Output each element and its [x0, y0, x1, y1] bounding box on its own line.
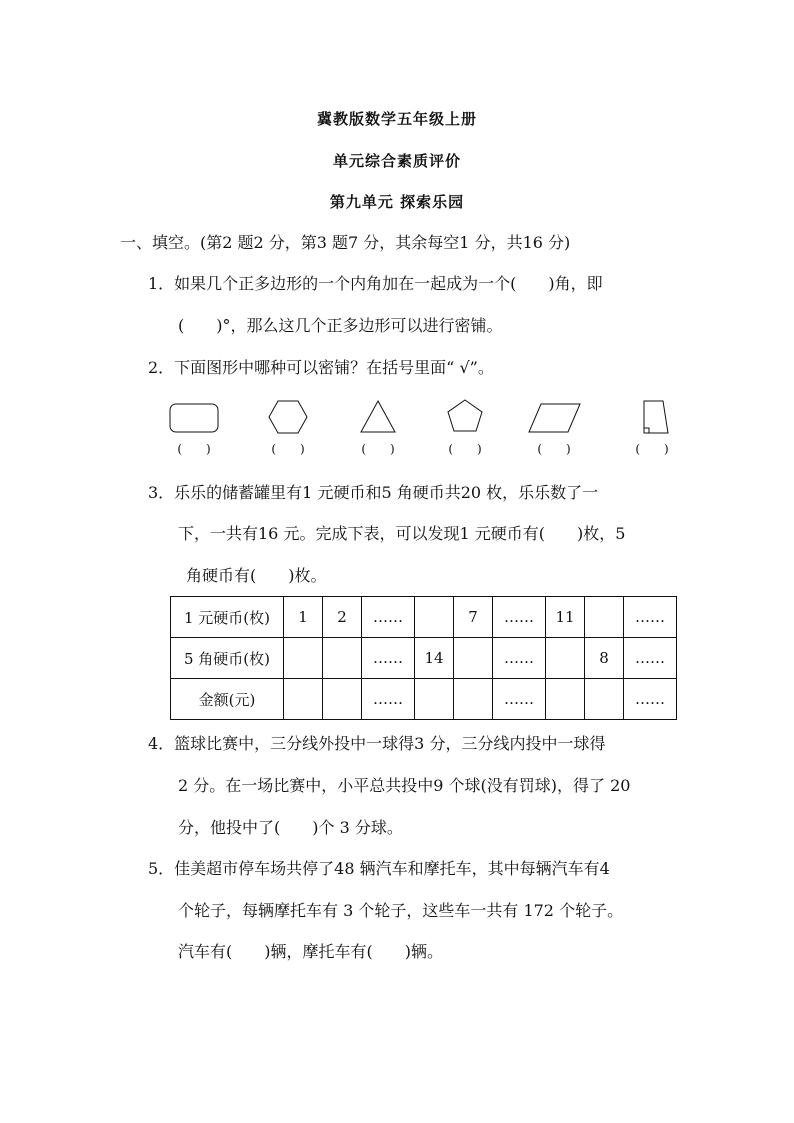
question-5-line-2: 个轮子，每辆摩托车有 3 个轮子，这些车一共有 172 个轮子。 [178, 901, 624, 920]
right-trapezoid-icon [622, 396, 682, 436]
answer-paren-1[interactable]: ( ) [177, 442, 211, 456]
table-cell: …… [362, 597, 415, 638]
table-cell: …… [493, 679, 546, 720]
question-2-line-1: 2．下面图形中哪种可以密铺？在括号里面“ √”。 [148, 358, 494, 377]
table-cell[interactable]: 1 [284, 597, 323, 638]
table-cell[interactable] [585, 679, 624, 720]
table-cell: …… [624, 679, 677, 720]
table-cell: …… [362, 679, 415, 720]
table-cell[interactable] [454, 679, 493, 720]
document-subtitle: 单元综合素质评价 [332, 152, 461, 170]
hexagon-icon [258, 396, 318, 436]
row-header: 金额(元) [171, 679, 284, 720]
shape-options [160, 396, 700, 456]
shape-option-6 [612, 396, 692, 456]
table-cell[interactable] [415, 597, 454, 638]
question-4-line-3: 分，他投中了( )个 3 分球。 [178, 818, 403, 837]
parallelogram-icon [524, 396, 584, 436]
table-row [171, 679, 677, 720]
table-cell: …… [624, 597, 677, 638]
table-cell: …… [493, 597, 546, 638]
table-cell[interactable]: 11 [546, 597, 585, 638]
table-cell[interactable] [323, 679, 362, 720]
table-cell[interactable] [284, 638, 323, 679]
question-1-line-2: ( )°，那么这几个正多边形可以进行密铺。 [178, 316, 503, 335]
question-1-line-1: 1．如果几个正多边形的一个内角加在一起成为一个( )角，即 [148, 274, 603, 293]
table-cell[interactable] [415, 679, 454, 720]
coin-table [170, 596, 677, 720]
table-cell[interactable] [323, 638, 362, 679]
rounded-rectangle-icon [164, 396, 224, 436]
table-row [171, 638, 677, 679]
shape-option-5 [514, 396, 594, 456]
table-row [171, 597, 677, 638]
table-cell[interactable] [454, 638, 493, 679]
table-cell: …… [624, 638, 677, 679]
table-cell[interactable] [546, 638, 585, 679]
answer-paren-6[interactable]: ( ) [635, 442, 669, 456]
unit-title: 第九单元 探索乐园 [329, 193, 465, 211]
pentagon-icon [435, 396, 495, 436]
triangle-icon [348, 396, 408, 436]
question-3-line-1: 3．乐乐的储蓄罐里有1 元硬币和5 角硬币共20 枚，乐乐数了一 [148, 483, 599, 502]
answer-paren-4[interactable]: ( ) [448, 442, 482, 456]
question-3-line-3: 角硬币有( )枚。 [186, 566, 327, 585]
shape-option-2 [248, 396, 328, 456]
shape-option-1 [154, 396, 234, 456]
table-cell[interactable] [284, 679, 323, 720]
row-header: 5 角硬币(枚) [171, 638, 284, 679]
row-header: 1 元硬币(枚) [171, 597, 284, 638]
answer-paren-5[interactable]: ( ) [537, 442, 571, 456]
question-4-line-2: 2 分。在一场比赛中，小平总共投中9 个球(没有罚球)，得了 20 [178, 776, 631, 795]
question-4-line-1: 4．篮球比赛中，三分线外投中一球得3 分，三分线内投中一球得 [148, 734, 606, 753]
table-cell: …… [362, 638, 415, 679]
table-cell[interactable]: 7 [454, 597, 493, 638]
table-cell[interactable] [585, 597, 624, 638]
section-heading: 一、填空。(第2 题2 分，第3 题7 分，其余每空1 分，共16 分) [120, 233, 571, 252]
shape-option-4 [425, 396, 505, 456]
question-5-line-3: 汽车有( )辆，摩托车有( )辆。 [178, 942, 443, 961]
table-cell[interactable]: 2 [323, 597, 362, 638]
answer-paren-2[interactable]: ( ) [271, 442, 305, 456]
table-cell[interactable] [546, 679, 585, 720]
shape-option-3 [338, 396, 418, 456]
question-5-line-1: 5．佳美超市停车场共停了48 辆汽车和摩托车，其中每辆汽车有4 [148, 859, 610, 878]
document-title: 冀教版数学五年级上册 [316, 110, 477, 128]
question-3-line-2: 下，一共有16 元。完成下表，可以发现1 元硬币有( )枚，5 [178, 524, 626, 543]
table-cell[interactable]: 14 [415, 638, 454, 679]
answer-paren-3[interactable]: ( ) [361, 442, 395, 456]
table-cell[interactable]: 8 [585, 638, 624, 679]
table-cell: …… [493, 638, 546, 679]
